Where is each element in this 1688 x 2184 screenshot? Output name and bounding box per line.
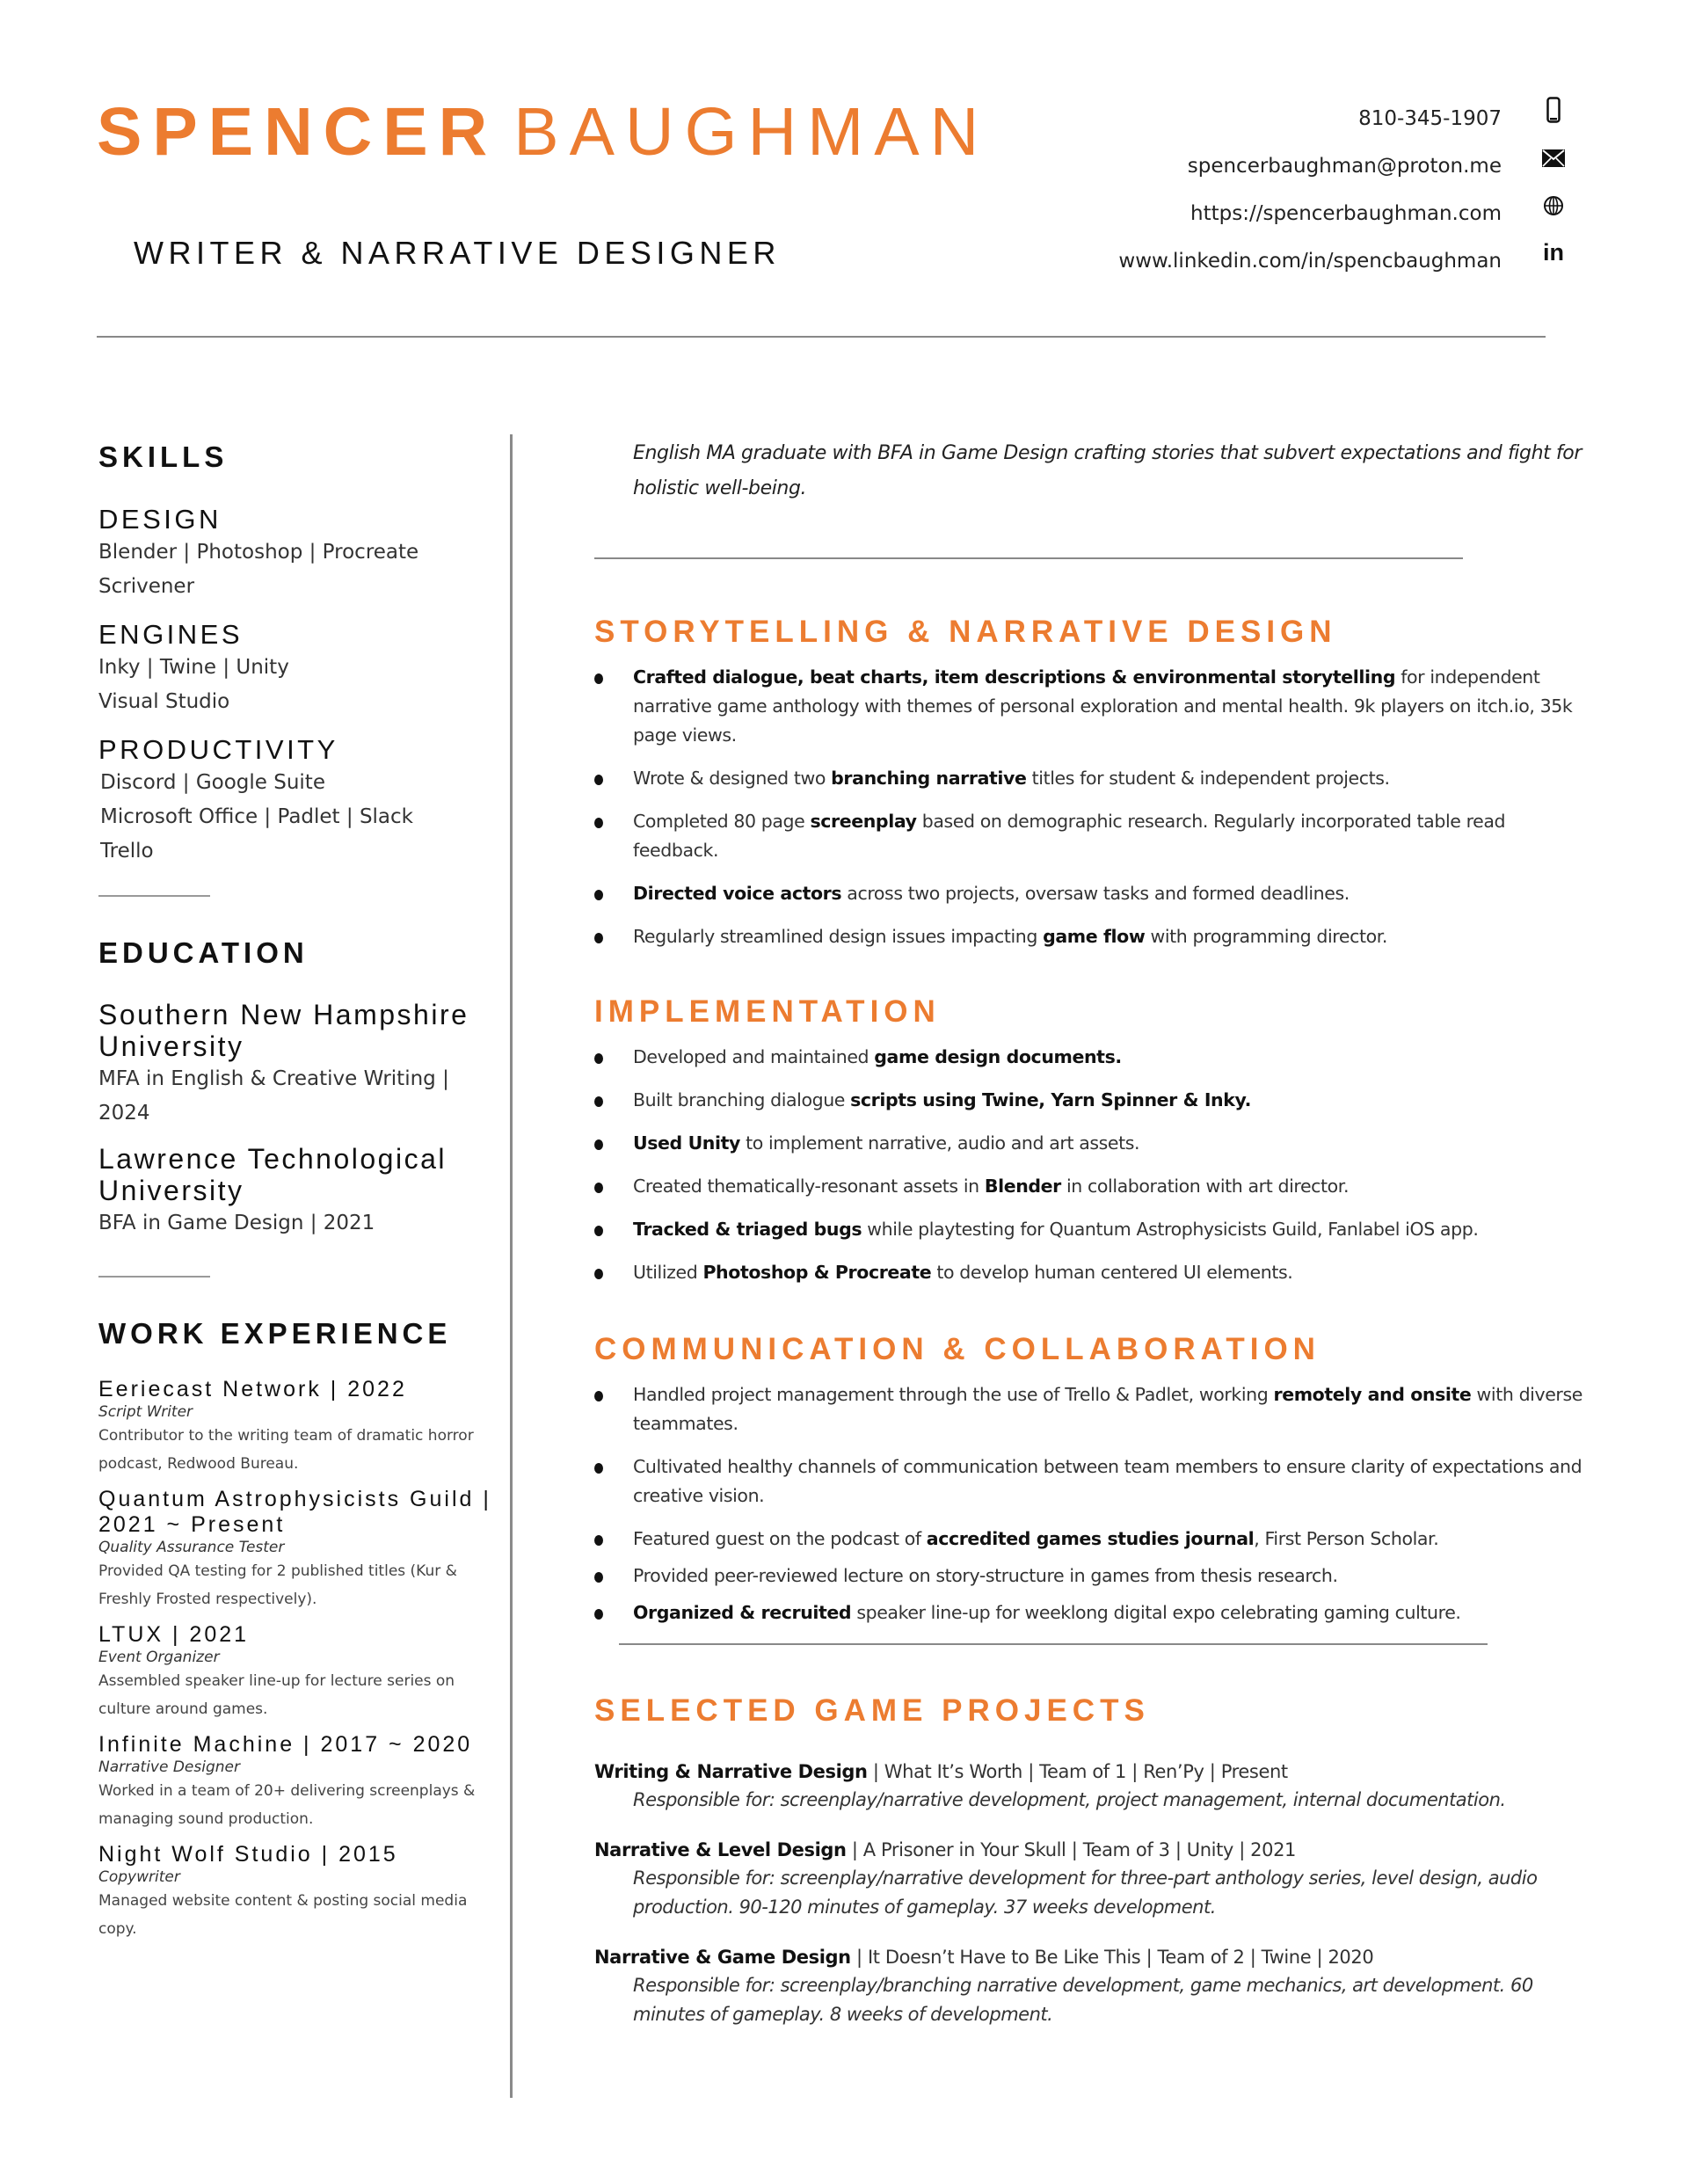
bullet-item [594,1086,1588,1115]
project-role: Narrative & Game Design [594,1947,851,1968]
job-role: Script Writer [98,1403,193,1422]
bullet-item [594,922,1588,951]
linkedin-glyph: in [1543,239,1564,266]
bullet-text: to implement narrative, audio and art assets. [740,1132,1140,1154]
project-description: Responsible for: screenplay/branching narrative development, game mechanics, art development. 60 minutes of gameplay. 8 weeks of development. [633,1975,1533,2025]
contact-linkedin[interactable]: www.linkedin.com/in/spencbaughman [1118,250,1502,273]
job-description: Contributor to the writing team of dramatic horror [98,1427,474,1445]
school-name: University [98,1174,244,1206]
bullet-text: Wrote & designed two [633,768,832,789]
summary-divider [594,557,1463,559]
bullet-text: titles for student & independent projects. [1026,768,1390,789]
bullet-emphasis: Crafted dialogue, beat charts, item descriptions & environmental storytelling [633,666,1396,688]
bullet-item [594,1562,1588,1591]
projects-heading: SELECTED GAME PROJECTS [594,1693,1150,1728]
bullet-text: Provided peer-reviewed lecture on story-structure in games from thesis research. [633,1565,1338,1586]
project-entry [594,1836,1588,1922]
bullet-emphasis: game design documents. [874,1046,1122,1067]
bullet-text: to develop human centered UI elements. [931,1262,1293,1283]
skill-group-design [98,503,503,604]
job-description: Assembled speaker line-up for lecture series on [98,1672,455,1691]
bullet-text: speaker line-up for weeklong digital expo celebrating gaming culture. [851,1602,1461,1623]
bullet-item [594,807,1588,865]
bullet-item [594,1525,1588,1554]
section-divider [98,895,210,897]
skill-group-title: ENGINES [98,618,244,650]
skill-group-title: DESIGN [98,503,222,535]
job-title-heading: WRITER & NARRATIVE DESIGNER [134,235,781,271]
degree: MFA in English & Creative Writing | [98,1067,449,1090]
bullet-item [594,1172,1588,1201]
job-entry [98,1377,503,1478]
skill-line: Blender | Photoshop | Procreate [98,540,419,564]
bullet-item [594,1380,1588,1438]
project-description: Responsible for: screenplay/narrative development, project management, internal documentation. [633,1789,1506,1810]
job-company: LTUX | 2021 [98,1622,250,1648]
project-header [594,1758,1588,1786]
linkedin-icon [1540,239,1567,287]
header-divider [97,336,1546,338]
job-company: 2021 ~ Present [98,1512,286,1538]
job-entry [98,1622,503,1723]
job-role: Narrative Designer [98,1758,240,1777]
project-role: Narrative & Level Design [594,1839,847,1860]
section-1 [594,614,1588,951]
bullet-list [594,1043,1588,1287]
bullet-text: Built branching dialogue [633,1089,851,1110]
job-role: Event Organizer [98,1649,220,1667]
job-description: podcast, Redwood Bureau. [98,1455,299,1474]
project-header [594,1943,1588,1971]
section-heading: IMPLEMENTATION [594,994,941,1029]
right-column [594,440,1588,2050]
school-name: Lawrence Technological [98,1142,447,1175]
job-role: Copywriter [98,1868,180,1887]
job-company: Eeriecast Network | 2022 [98,1377,407,1402]
job-company: Night Wolf Studio | 2015 [98,1842,398,1867]
project-details: | It Doesn’t Have to Be Like This | Team of 2 | Twine | 2020 [850,1947,1374,1968]
job-company: Infinite Machine | 2017 ~ 2020 [98,1732,473,1758]
project-header [594,1836,1588,1864]
contact-website[interactable]: https://spencerbaughman.com [1190,202,1502,225]
bullet-item [594,879,1588,908]
bullet-text: Cultivated healthy channels of communication between team members to ensure clarity of expectations and creative vision. [633,1456,1582,1506]
education-heading: EDUCATION [98,936,309,970]
job-role: Quality Assurance Tester [98,1539,285,1557]
first-name: SPENCER [97,94,498,170]
section-3 [594,1331,1588,1627]
project-details: | A Prisoner in Your Skull | Team of 3 | Unity | 2021 [846,1839,1297,1860]
bullet-text: Created thematically-resonant assets in [633,1176,985,1197]
job-entry [98,1732,503,1833]
bullet-text: with programming director. [1145,926,1388,947]
project-details: | What It’s Worth | Team of 1 | Ren’Py | Present [867,1761,1288,1782]
school-entry [98,1143,503,1241]
candidate-name [97,94,990,170]
phone-icon [1540,97,1567,144]
skill-line: Scrivener [98,574,195,598]
bullet-text: Developed and maintained [633,1046,875,1067]
contact-icons [1540,97,1567,287]
bullet-text: Handled project management through the use of Trello & Padlet, working [633,1384,1274,1405]
school-entry [98,999,503,1131]
bullet-item [594,1043,1588,1072]
skills-heading: SKILLS [98,440,229,473]
bullet-item [594,1258,1588,1287]
bullet-text: Featured guest on the podcast of [633,1528,927,1549]
project-list [594,1758,1588,2029]
skill-line: Discord | Google Suite [100,771,325,795]
job-description: Freshly Frosted respectively). [98,1591,317,1609]
contact-email[interactable]: spencerbaughman@proton.me [1187,155,1502,178]
bullet-list [594,663,1588,951]
bullet-emphasis: game flow [1043,926,1146,947]
bullet-emphasis: accredited games studies journal [926,1528,1255,1549]
bullet-item [594,1598,1588,1627]
bullet-emphasis: branching narrative [831,768,1027,789]
section-heading: STORYTELLING & NARRATIVE DESIGN [594,615,1337,649]
job-description: culture around games. [98,1700,268,1719]
skill-group-engines [98,618,503,719]
bullet-emphasis: scripts using Twine, Yarn Spinner & Inky. [850,1089,1251,1110]
project-entry [594,1758,1588,1815]
column-divider [510,434,513,2098]
bullet-text: across two projects, oversaw tasks and formed deadlines. [841,883,1350,904]
bullet-emphasis: Tracked & triaged bugs [633,1219,862,1240]
job-company: Quantum Astrophysicists Guild | [98,1487,491,1512]
section-heading: COMMUNICATION & COLLABORATION [594,1332,1321,1366]
skill-sections [594,614,1588,1627]
globe-icon [1540,192,1567,239]
job-entry [98,1842,503,1943]
bullet-emphasis: Photoshop & Procreate [702,1262,932,1283]
school-name: University [98,1030,244,1062]
degree: BFA in Game Design | 2021 [98,1211,375,1234]
project-entry [594,1943,1588,2029]
bullet-text: with diverse teammates. [633,1384,1582,1434]
skill-group-title: PRODUCTIVITY [98,733,338,765]
skill-line: Microsoft Office | Padlet | Slack [100,805,413,829]
bullet-text: while playtesting for Quantum Astrophysicists Guild, Fanlabel iOS app. [862,1219,1479,1240]
bullet-text: Regularly streamlined design issues impacting [633,926,1044,947]
skill-line: Visual Studio [98,689,230,713]
project-description: Responsible for: screenplay/narrative development for three-part anthology series, level design, audio production. 90-120 minutes of gameplay. 37 weeks development. [633,1867,1538,1918]
last-name: BAUGHMAN [513,94,990,170]
job-description: copy. [98,1920,137,1939]
section-2 [594,994,1588,1287]
bullet-text: Utilized [633,1262,703,1283]
job-description: Managed website content & posting social media [98,1892,468,1911]
job-description: Provided QA testing for 2 published titles (Kur & [98,1562,457,1581]
contact-phone[interactable]: 810-345-1907 [1358,107,1502,130]
bullet-item [594,1452,1588,1511]
professional-summary: English MA graduate with BFA in Game Design crafting stories that subvert expectations and fight for holistic well-being. [633,442,1582,499]
project-role: Writing & Narrative Design [594,1761,868,1782]
job-entry [98,1487,503,1613]
skill-group-productivity [98,733,503,869]
bullet-list [594,1380,1588,1627]
bullet-emphasis: screenplay [810,811,917,832]
work-heading: WORK EXPERIENCE [98,1316,452,1350]
bullet-text: Completed 80 page [633,811,811,832]
left-column [98,440,503,1943]
bullet-emphasis: Blender [984,1176,1061,1197]
job-description: Worked in a team of 20+ delivering screenplays & [98,1782,476,1801]
bullet-text: in collaboration with art director. [1060,1176,1350,1197]
bullet-item [594,663,1588,750]
bullet-item [594,1215,1588,1244]
bullet-emphasis: remotely and onsite [1273,1384,1472,1405]
school-name: Southern New Hampshire [98,998,469,1030]
bullet-item [594,764,1588,793]
job-description: managing sound production. [98,1810,314,1829]
bullet-item [594,1129,1588,1158]
bullet-text: , First Person Scholar. [1254,1528,1439,1549]
skill-line: Inky | Twine | Unity [98,655,289,679]
contact-list [1118,106,1502,295]
bullet-emphasis: Used Unity [633,1132,740,1154]
bullet-text: for independent narrative game anthology with themes of personal exploration and mental health. 9k players on itch.io, 35k page views. [633,666,1573,746]
section-divider [619,1643,1488,1645]
envelope-icon [1540,144,1567,192]
bullet-text: based on demographic research. Regularly incorporated table read feedback. [633,811,1506,861]
section-divider [98,1276,210,1278]
bullet-emphasis: Directed voice actors [633,883,842,904]
skill-line: Trello [100,840,154,863]
bullet-emphasis: Organized & recruited [633,1602,852,1623]
degree: 2024 [98,1101,150,1125]
